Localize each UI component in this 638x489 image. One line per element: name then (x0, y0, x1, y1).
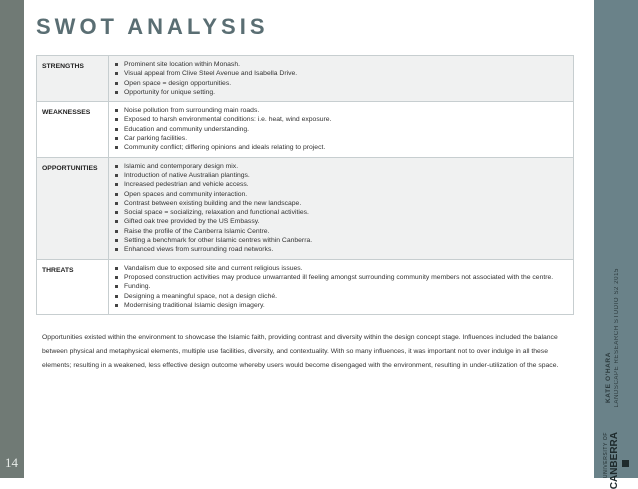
list-item: Community conflict; differing opinions and ideals relating to project. (114, 143, 568, 152)
row-label-strengths: STRENGTHS (37, 56, 109, 102)
list-item: Social space = socializing, relaxation and functional activities. (114, 208, 568, 217)
list-item: Opportunity for unique setting. (114, 88, 568, 97)
logo-line-canberra: CANBERRA (609, 432, 620, 489)
page-number: 14 (5, 455, 18, 470)
list-item: Open spaces and community interaction. (114, 190, 568, 199)
list-item: Visual appeal from Clive Steel Avenue and Isabella Drive. (114, 69, 568, 78)
row-label-opportunities: OPPORTUNITIES (37, 157, 109, 259)
swot-row-strengths (37, 56, 574, 102)
threats-list (114, 264, 568, 310)
list-item: Contrast between existing building and the new landscape. (114, 199, 568, 208)
opportunities-list (114, 162, 568, 255)
list-item: Setting a benchmark for other Islamic centres within Canberra. (114, 236, 568, 245)
list-item: Designing a meaningful space, not a design cliché. (114, 292, 568, 301)
weaknesses-list (114, 106, 568, 152)
logo-mark-icon (622, 460, 629, 467)
list-item: Modernising traditional Islamic design imagery. (114, 301, 568, 310)
left-margin-strip (0, 0, 24, 478)
swot-table (36, 55, 574, 315)
list-item: Exposed to harsh environmental conditions: i.e. heat, wind exposure. (114, 115, 568, 124)
logo-line-university: UNIVERSITY OF (603, 432, 609, 479)
list-item: Car parking facilities. (114, 134, 568, 143)
page-title: SWOT ANALYSIS (36, 14, 269, 39)
list-item: Proposed construction activities may produce unwarranted ill feeling amongst surrounding community members not associated with the centre. (114, 273, 568, 282)
swot-row-threats (37, 259, 574, 314)
row-content-threats (109, 259, 574, 314)
swot-row-weaknesses (37, 102, 574, 157)
list-item: Enhanced views from surrounding road networks. (114, 245, 568, 254)
list-item: Open space = design opportunities. (114, 79, 568, 88)
swot-row-opportunities (37, 157, 574, 259)
list-item: Raise the profile of the Canberra Islamic Centre. (114, 227, 568, 236)
university-logo (603, 432, 631, 489)
row-content-weaknesses (109, 102, 574, 157)
row-label-threats: THREATS (37, 259, 109, 314)
list-item: Noise pollution from surrounding main roads. (114, 106, 568, 115)
list-item: Funding. (114, 282, 568, 291)
list-item: Islamic and contemporary design mix. (114, 162, 568, 171)
list-item: Prominent site location within Monash. (114, 60, 568, 69)
list-item: Increased pedestrian and vehicle access. (114, 180, 568, 189)
summary-paragraph: Opportunities existed within the environment to showcase the Islamic faith, providing contrast and diversity within the design concept stage. Influences included the balance between physical and metaphysical elements, multiple use facilities, diversity, and contextuality. With so many influences, it was important not to over indulge in all these elements; resulting in a weakened, less effective design outcome whereby users would become disengaged with the environment, resulting in under-utilization of the space. (42, 334, 559, 369)
row-content-opportunities (109, 157, 574, 259)
course-title: LANDSCAPE RESEARCH STUDIO S2 2015 (614, 268, 620, 408)
list-item: Vandalism due to exposed site and current religious issues. (114, 264, 568, 273)
row-content-strengths (109, 56, 574, 102)
list-item: Gifted oak tree provided by the US Embassy. (114, 217, 568, 226)
list-item: Introduction of native Australian plantings. (114, 171, 568, 180)
list-item: Education and community understanding. (114, 125, 568, 134)
row-label-weaknesses: WEAKNESSES (37, 102, 109, 157)
author-name: KATE O'HARA (605, 352, 612, 403)
strengths-list (114, 60, 568, 97)
